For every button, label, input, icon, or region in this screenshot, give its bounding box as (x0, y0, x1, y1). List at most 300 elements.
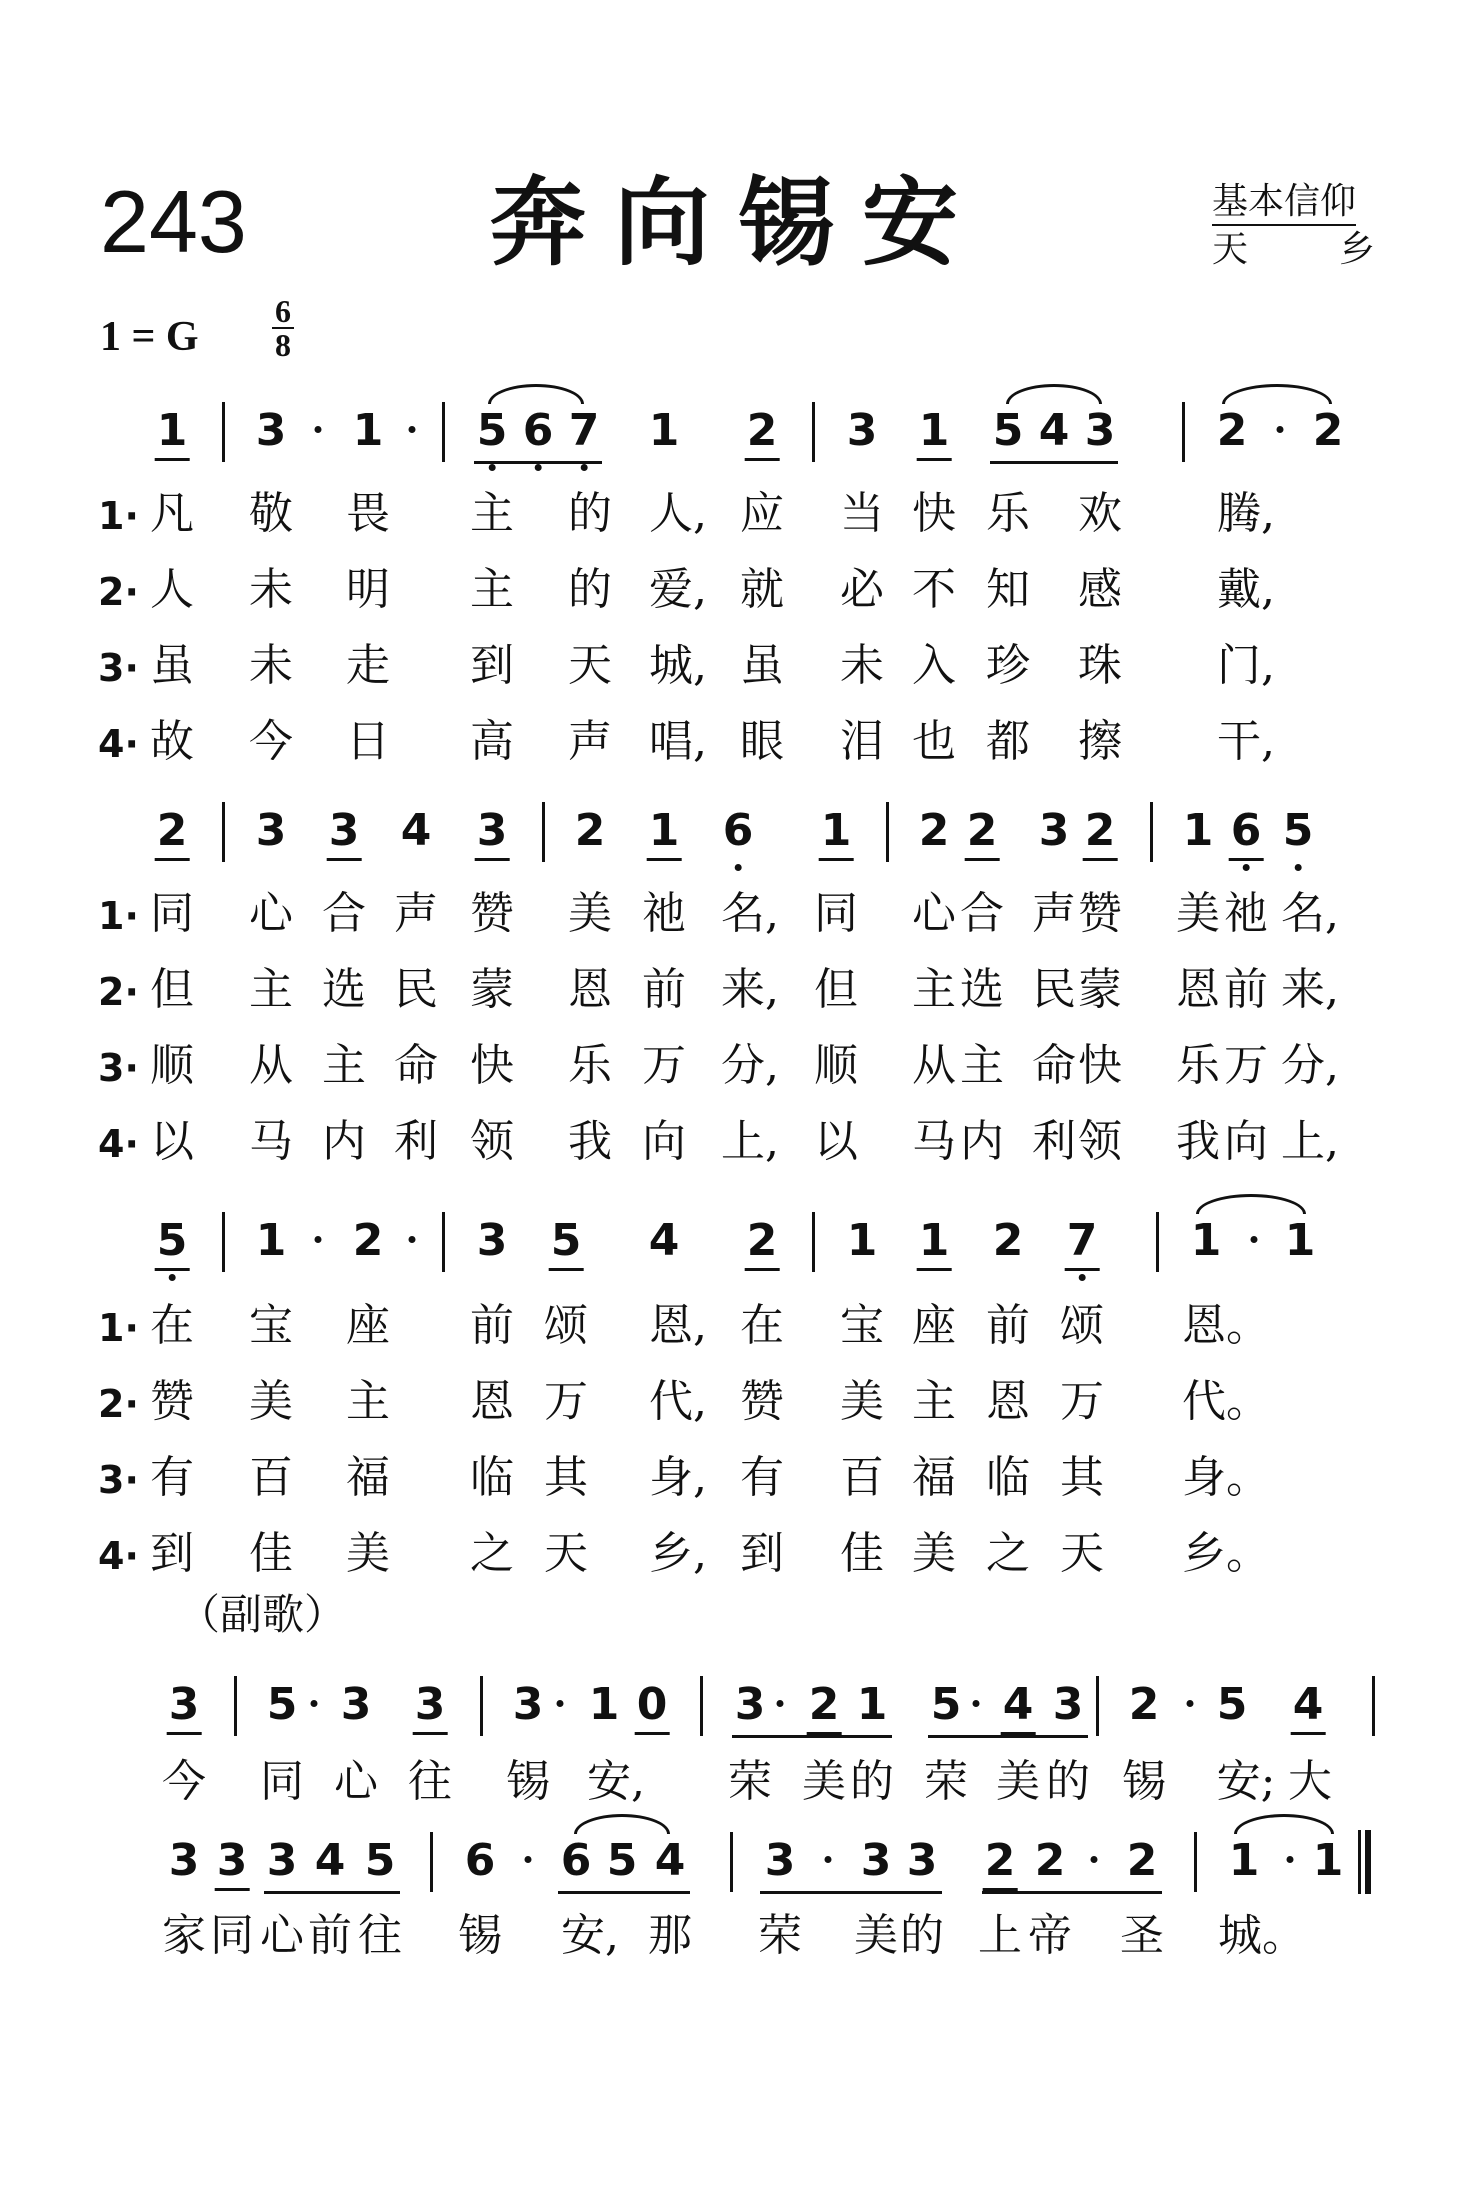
lyric: 乐 (986, 488, 1030, 539)
verse-number: 3· (98, 1458, 139, 1502)
lyric: 唱, (649, 716, 707, 767)
note: 3 (734, 1679, 766, 1730)
verse-label: 2 (98, 970, 125, 1014)
barline (812, 402, 815, 462)
lyric-line-verse-3 (0, 1448, 1476, 1508)
lyric: 心 (912, 888, 956, 939)
lyric: 从 (249, 1040, 293, 1091)
lyric: 临 (986, 1452, 1030, 1503)
note: 3 (266, 1835, 298, 1886)
note: 1 (1312, 1835, 1344, 1886)
verse-number: 1· (98, 1306, 139, 1350)
lyric: 民 (394, 964, 438, 1015)
augmentation-dot (1091, 1856, 1098, 1863)
tie (1222, 384, 1332, 404)
lyric: 虽 (150, 640, 194, 691)
note: 5 (992, 405, 1024, 456)
lyric: 的 (1046, 1756, 1090, 1807)
tie (1196, 1194, 1306, 1214)
lyric: 安; (1216, 1756, 1276, 1807)
augmentation-dot (1287, 1856, 1294, 1863)
lyric: 福 (912, 1452, 956, 1503)
verse-number: 3· (98, 646, 139, 690)
augmentation-dot (557, 1700, 564, 1707)
lyric: 之 (986, 1528, 1030, 1579)
lyric: 前 (308, 1910, 352, 1961)
augmentation-dot (777, 1700, 784, 1707)
note: 3 (476, 1215, 508, 1266)
lyric: 佳 (249, 1528, 293, 1579)
slur (1006, 384, 1102, 404)
verse-number: 4· (98, 1122, 139, 1166)
category-label: 基本信仰 (1212, 182, 1356, 226)
lyric: 快 (470, 1040, 514, 1091)
lyric: 福 (346, 1452, 390, 1503)
lyric: 名, (721, 888, 779, 939)
lyric: 家 (162, 1910, 206, 1961)
lyric: 美 (996, 1756, 1040, 1807)
lyric: 敬 (249, 488, 293, 539)
note: 1 (846, 1215, 878, 1266)
note: 4 (1292, 1679, 1324, 1730)
lyric: 主 (960, 1040, 1004, 1091)
lyric: 以 (814, 1116, 858, 1167)
augmentation-dot (311, 1700, 318, 1707)
note: 5 (930, 1679, 962, 1730)
lyric: 美 (249, 1376, 293, 1427)
barline (730, 1832, 733, 1892)
lyric-line-verse-2 (0, 960, 1476, 1020)
lyric: 荣 (728, 1756, 772, 1807)
lyric: 不 (912, 564, 956, 615)
lyric: 顺 (150, 1040, 194, 1091)
lyric-line-verse-3 (0, 636, 1476, 696)
lyric: 门, (1217, 640, 1275, 691)
lyric: 的 (850, 1756, 894, 1807)
verse-label: 1 (98, 1306, 125, 1350)
note: 2 (574, 805, 606, 856)
lyric-line-verse-2 (0, 1372, 1476, 1432)
augmentation-dot (1187, 1700, 1194, 1707)
verse-label: 1 (98, 894, 125, 938)
note: 3 (846, 405, 878, 456)
note: 5 (364, 1835, 396, 1886)
lyric: 赞 (470, 888, 514, 939)
lyric: 擦 (1078, 716, 1122, 767)
lyric: 的 (568, 564, 612, 615)
lyric: 身。 (1182, 1452, 1270, 1503)
lyric: 同 (150, 888, 194, 939)
lyric: 珍 (986, 640, 1030, 691)
lyric: 恩 (470, 1376, 514, 1427)
lyric-line-verse-4 (0, 1524, 1476, 1584)
note: 2 (1126, 1835, 1158, 1886)
note: 3 (328, 805, 360, 856)
note: 2 (808, 1679, 840, 1730)
lyric: 美 (912, 1528, 956, 1579)
verse-label: 4 (98, 1534, 125, 1578)
lyric: 大 (1288, 1756, 1332, 1807)
note: 7 (568, 405, 600, 456)
lyric: 都 (986, 716, 1030, 767)
barline (480, 1676, 483, 1736)
verse-number: 2· (98, 970, 139, 1014)
lyric: 在 (150, 1300, 194, 1351)
lyric: 未 (840, 640, 884, 691)
verse-label: 1 (98, 494, 125, 538)
lyric: 声 (568, 716, 612, 767)
time-denominator: 8 (275, 327, 291, 363)
note: 3 (476, 805, 508, 856)
barline (542, 802, 545, 862)
beam (264, 1891, 400, 1894)
lyric: 我 (568, 1116, 612, 1167)
lyric: 领 (470, 1116, 514, 1167)
lyric: 在 (740, 1300, 784, 1351)
lyric: 同 (260, 1756, 304, 1807)
lyric: 赞 (740, 1376, 784, 1427)
note: 3 (168, 1679, 200, 1730)
lyric: 爱, (649, 564, 707, 615)
barline (234, 1676, 237, 1736)
lyric: 人 (150, 564, 194, 615)
note: 1 (1284, 1215, 1316, 1266)
note: 3 (340, 1679, 372, 1730)
notation-row (0, 1680, 1476, 1740)
lyric: 身, (649, 1452, 707, 1503)
note: 5 (1282, 805, 1314, 856)
lyric: 百 (249, 1452, 293, 1503)
lyric: 祂 (642, 888, 686, 939)
lyric: 其 (1060, 1452, 1104, 1503)
beam (474, 461, 602, 464)
lyric: 美 (802, 1756, 846, 1807)
lyric: 前 (986, 1300, 1030, 1351)
lyric: 佳 (840, 1528, 884, 1579)
lyric: 欢 (1078, 488, 1122, 539)
lyric: 乐 (568, 1040, 612, 1091)
beam (990, 461, 1118, 464)
final-barline (1358, 1830, 1368, 1894)
lyric: 往 (358, 1910, 402, 1961)
lyric: 前 (642, 964, 686, 1015)
lyric: 代。 (1182, 1376, 1270, 1427)
lyric: 荣 (924, 1756, 968, 1807)
note: 1 (156, 405, 188, 456)
lyric: 从 (912, 1040, 956, 1091)
note: 3 (860, 1835, 892, 1886)
slur (574, 1814, 670, 1834)
lyric: 美 (346, 1528, 390, 1579)
augmentation-dot (315, 1236, 322, 1243)
lyric: 主 (322, 1040, 366, 1091)
note: 1 (255, 1215, 287, 1266)
hymn-title: 奔向锡安 (490, 166, 986, 279)
note: 3 (764, 1835, 796, 1886)
barline (1096, 1676, 1099, 1736)
lyric: 人, (649, 488, 707, 539)
lyric: 天 (544, 1528, 588, 1579)
lyric: 知 (986, 564, 1030, 615)
note: 7 (1066, 1215, 1098, 1266)
note: 1 (1182, 805, 1214, 856)
lyric: 同 (814, 888, 858, 939)
lyric: 心 (249, 888, 293, 939)
lyric: 座 (346, 1300, 390, 1351)
lyric: 到 (740, 1528, 784, 1579)
lyric: 到 (470, 640, 514, 691)
note: 5 (1216, 1679, 1248, 1730)
note: 3 (255, 405, 287, 456)
lyric: 有 (740, 1452, 784, 1503)
lyric-line-verse-1 (0, 1296, 1476, 1356)
key-signature: 1 = G (100, 314, 199, 360)
lyric: 眼 (740, 716, 784, 767)
lyric: 凡 (150, 488, 194, 539)
lyric: 上 (978, 1910, 1022, 1961)
lyric-line-chorus-1 (0, 1752, 1476, 1812)
lyric: 美 (840, 1376, 884, 1427)
note: 3 (1038, 805, 1070, 856)
lyric: 畏 (346, 488, 390, 539)
lyric: 命 (1032, 1040, 1076, 1091)
lyric: 美 (1176, 888, 1220, 939)
lyric: 乡。 (1182, 1528, 1270, 1579)
lyric: 帝 (1028, 1910, 1072, 1961)
note: 1 (1228, 1835, 1260, 1886)
lyric: 赞 (1078, 888, 1122, 939)
lyric: 珠 (1078, 640, 1122, 691)
lyric: 心 (260, 1910, 304, 1961)
verse-label: 3 (98, 1458, 125, 1502)
lyric: 代, (649, 1376, 707, 1427)
lyric: 选 (960, 964, 1004, 1015)
verse-label: 2 (98, 570, 125, 614)
lyric: 今 (249, 716, 293, 767)
lyric: 锡 (458, 1910, 502, 1961)
lyric: 马 (912, 1116, 956, 1167)
note: 3 (168, 1835, 200, 1886)
lyric: 合 (960, 888, 1004, 939)
note: 5 (606, 1835, 638, 1886)
lyric: 分, (721, 1040, 779, 1091)
lyric: 城, (649, 640, 707, 691)
lyric: 恩, (649, 1300, 707, 1351)
lyric: 故 (150, 716, 194, 767)
lyric: 到 (150, 1528, 194, 1579)
time-numerator: 6 (275, 293, 291, 329)
note: 2 (156, 805, 188, 856)
beam (558, 1891, 690, 1894)
lyric-line-verse-1 (0, 884, 1476, 944)
lyric: 祂 (1224, 888, 1268, 939)
note: 6 (522, 405, 554, 456)
note: 0 (636, 1679, 668, 1730)
slur (488, 384, 584, 404)
lyric: 万 (1224, 1040, 1268, 1091)
note: 4 (314, 1835, 346, 1886)
verse-number: 1· (98, 894, 139, 938)
lyric: 以 (150, 1116, 194, 1167)
lyric: 颂 (544, 1300, 588, 1351)
lyric: 城。 (1218, 1910, 1306, 1961)
barline (886, 802, 889, 862)
lyric: 安, (561, 1910, 619, 1961)
lyric-line-chorus-2 (0, 1906, 1476, 1966)
verse-label: 4 (98, 1122, 125, 1166)
lyric: 干, (1217, 716, 1275, 767)
lyric: 命 (394, 1040, 438, 1091)
augmentation-dot (1251, 1236, 1258, 1243)
lyric: 当 (840, 488, 884, 539)
lyric: 内 (322, 1116, 366, 1167)
lyric: 锡 (506, 1756, 550, 1807)
barline (430, 1832, 433, 1892)
lyric: 宝 (840, 1300, 884, 1351)
beam (760, 1891, 942, 1894)
lyric: 应 (740, 488, 784, 539)
lyric: 荣 (758, 1910, 802, 1961)
note: 6 (1230, 805, 1262, 856)
lyric: 蒙 (470, 964, 514, 1015)
lyric-line-verse-4 (0, 1112, 1476, 1172)
lyric: 安, (587, 1756, 645, 1807)
theme-char: 乡 (1338, 229, 1375, 270)
lyric: 合 (322, 888, 366, 939)
note: 4 (648, 1215, 680, 1266)
lyric: 万 (642, 1040, 686, 1091)
lyric: 未 (249, 640, 293, 691)
lyric: 乐 (1176, 1040, 1220, 1091)
lyric: 圣 (1120, 1910, 1164, 1961)
lyric: 向 (642, 1116, 686, 1167)
barline (812, 1212, 815, 1272)
lyric: 上, (721, 1116, 779, 1167)
lyric: 虽 (740, 640, 784, 691)
note: 3 (512, 1679, 544, 1730)
lyric: 之 (470, 1528, 514, 1579)
lyric: 但 (814, 964, 858, 1015)
lyric: 但 (150, 964, 194, 1015)
lyric: 百 (840, 1452, 884, 1503)
lyric: 向 (1224, 1116, 1268, 1167)
note: 6 (722, 805, 754, 856)
barline (442, 1212, 445, 1272)
note: 2 (1216, 405, 1248, 456)
note: 3 (216, 1835, 248, 1886)
note: 4 (1038, 405, 1070, 456)
note: 2 (746, 405, 778, 456)
lyric: 主 (470, 488, 514, 539)
verse-number: 3· (98, 1046, 139, 1090)
verse-label: 3 (98, 646, 125, 690)
lyric: 主 (249, 964, 293, 1015)
note: 5 (550, 1215, 582, 1266)
lyric: 恩 (568, 964, 612, 1015)
lyric: 颂 (1060, 1300, 1104, 1351)
lyric: 日 (346, 716, 390, 767)
note: 6 (464, 1835, 496, 1886)
note: 2 (992, 1215, 1024, 1266)
lyric: 乡, (649, 1528, 707, 1579)
note: 1 (588, 1679, 620, 1730)
lyric: 赞 (150, 1376, 194, 1427)
lyric: 名, (1281, 888, 1339, 939)
note: 1 (918, 1215, 950, 1266)
lyric: 上, (1281, 1116, 1339, 1167)
barline (442, 402, 445, 462)
hymn-number: 243 (100, 172, 247, 271)
lyric: 未 (249, 564, 293, 615)
lyric: 顺 (814, 1040, 858, 1091)
lyric: 分, (1281, 1040, 1339, 1091)
barline (1372, 1676, 1375, 1736)
lyric: 主 (912, 964, 956, 1015)
note: 2 (918, 805, 950, 856)
lyric: 感 (1078, 564, 1122, 615)
lyric-line-verse-1 (0, 484, 1476, 544)
notation-row (0, 1216, 1476, 1276)
lyric: 有 (150, 1452, 194, 1503)
note: 1 (352, 405, 384, 456)
note: 6 (560, 1835, 592, 1886)
lyric: 声 (394, 888, 438, 939)
barline (700, 1676, 703, 1736)
lyric-line-verse-4 (0, 712, 1476, 772)
augmentation-dot (315, 426, 322, 433)
lyric: 宝 (249, 1300, 293, 1351)
augmentation-dot (409, 1236, 416, 1243)
lyric: 临 (470, 1452, 514, 1503)
lyric: 马 (249, 1116, 293, 1167)
verse-number: 4· (98, 722, 139, 766)
lyric: 高 (470, 716, 514, 767)
note: 4 (1002, 1679, 1034, 1730)
lyric: 我 (1176, 1116, 1220, 1167)
notation-row (0, 406, 1476, 466)
note: 1 (856, 1679, 888, 1730)
lyric: 锡 (1122, 1756, 1166, 1807)
note: 3 (1084, 405, 1116, 456)
lyric: 天 (568, 640, 612, 691)
augmentation-dot (973, 1700, 980, 1707)
lyric: 美 (568, 888, 612, 939)
note: 4 (654, 1835, 686, 1886)
verse-number: 4· (98, 1534, 139, 1578)
lyric: 走 (346, 640, 390, 691)
verse-label: 2 (98, 1382, 125, 1426)
lyric: 主 (912, 1376, 956, 1427)
note: 2 (966, 805, 998, 856)
barline (1182, 402, 1185, 462)
lyric: 天 (1060, 1528, 1104, 1579)
lyric: 今 (162, 1756, 206, 1807)
beam (982, 1891, 1162, 1894)
note: 2 (1084, 805, 1116, 856)
lyric: 入 (912, 640, 956, 691)
lyric: 万 (544, 1376, 588, 1427)
note: 3 (414, 1679, 446, 1730)
lyric: 快 (912, 488, 956, 539)
note: 2 (1312, 405, 1344, 456)
notation-row (0, 1836, 1476, 1896)
beam (732, 1735, 892, 1738)
lyric: 利 (1032, 1116, 1076, 1167)
lyric: 民 (1032, 964, 1076, 1015)
barline (1194, 1832, 1197, 1892)
lyric: 声 (1032, 888, 1076, 939)
lyric: 主 (470, 564, 514, 615)
